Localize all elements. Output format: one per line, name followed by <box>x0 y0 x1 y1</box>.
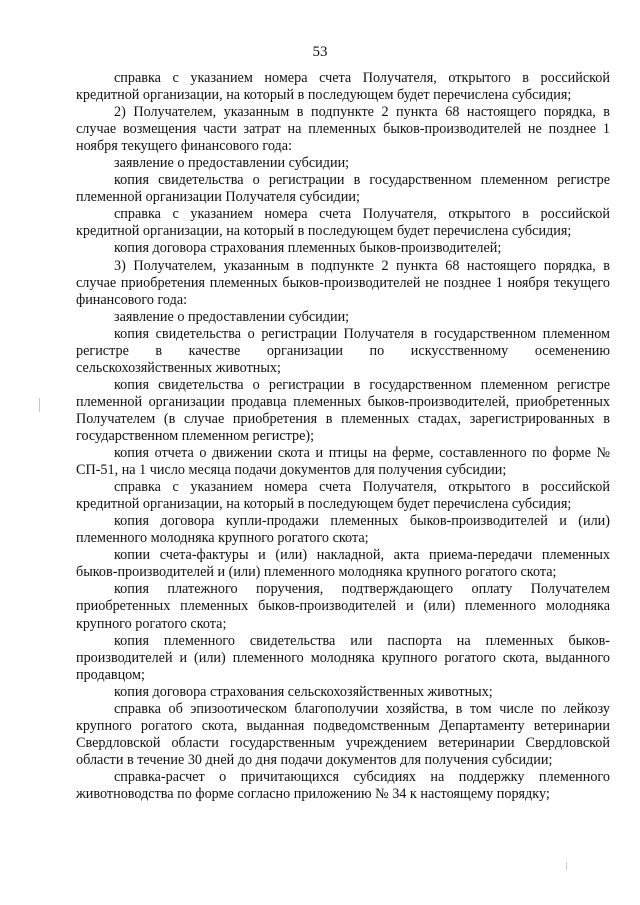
paragraph: копия отчета о движении скота и птицы на ферме, составленного по форме № СП-51, на 1 число месяца подачи документов для получения субсидии; <box>76 445 610 479</box>
paragraph: справка с указанием номера счета Получателя, открытого в российской кредитной организации, на который в последующем будет перечислена субсидия; <box>76 479 610 513</box>
paragraph: копия племенного свидетельства или паспорта на племенных быков-производителей и (или) племенного молодняка крупного рогатого скота, выданного продавцом; <box>76 632 610 683</box>
paragraph: копии счета-фактуры и (или) накладной, акта приема-передачи племенных быков-производителей и (или) племенного молодняка крупного рогатого скота; <box>76 547 610 581</box>
paragraph: копия договора страхования племенных быков-производителей; <box>114 240 502 257</box>
document-body <box>76 70 610 803</box>
paragraph: 2) Получателем, указанным в подпункте 2 пункта 68 настоящего порядка, в случае возмещения части затрат на племенных быков-производителей не позднее 1 ноября текущего финансового года: <box>76 104 610 155</box>
paragraph: копия платежного поручения, подтверждающего оплату Получателем приобретенных племенных быков-производителей и (или) племенного молодняка крупного рогатого скота; <box>76 581 610 632</box>
page-number: 53 <box>312 44 328 60</box>
paragraph: копия договора страхования сельскохозяйственных животных; <box>114 683 493 700</box>
paragraph: справка-расчет о причитающихся субсидиях на поддержку племенного животноводства по форме согласно приложению № 34 к настоящему порядку; <box>76 768 610 802</box>
paragraph: копия свидетельства о регистрации в государственном племенном регистре племенной организации Получателя субсидии; <box>76 172 610 206</box>
paragraph: справка с указанием номера счета Получателя, открытого в российской кредитной организации, на который в последующем будет перечислена субсидия; <box>76 70 610 104</box>
paragraph: справка об эпизоотическом благополучии хозяйства, в том числе по лейкозу крупного рогатого скота, выданная подведомственным Департаменту ветеринарии Свердловской области государственным учреждением ветеринарии Свердловской области в течение 30 дней до дня подачи документов для получения субсидии; <box>76 700 610 768</box>
paragraph: заявление о предоставлении субсидии; <box>114 155 350 172</box>
paragraph: заявление о предоставлении субсидии; <box>114 308 350 325</box>
paragraph: копия договора купли-продажи племенных быков-производителей и (или) племенного молодняка крупного рогатого скота; <box>76 513 610 547</box>
paragraph: справка с указанием номера счета Получателя, открытого в российской кредитной организации, на который в последующем будет перечислена субсидия; <box>76 206 610 240</box>
paragraph: копия свидетельства о регистрации Получателя в государственном племенном регистре в качестве организации по искусственному осеменению сельскохозяйственных животных; <box>76 325 610 376</box>
paragraph: копия свидетельства о регистрации в государственном племенном регистре племенной организации продавца племенных быков-производителей, приобретенных Получателем (в случае приобретения в племенных стадах, зарегистрированных в государственном племенном регистре); <box>76 376 610 444</box>
scan-artifact-mark <box>566 862 567 870</box>
paragraph: 3) Получателем, указанным в подпункте 2 пункта 68 настоящего порядка, в случае приобретения племенных быков-производителей не позднее 1 ноября текущего финансового года: <box>76 257 610 308</box>
scan-artifact-mark <box>39 398 40 412</box>
